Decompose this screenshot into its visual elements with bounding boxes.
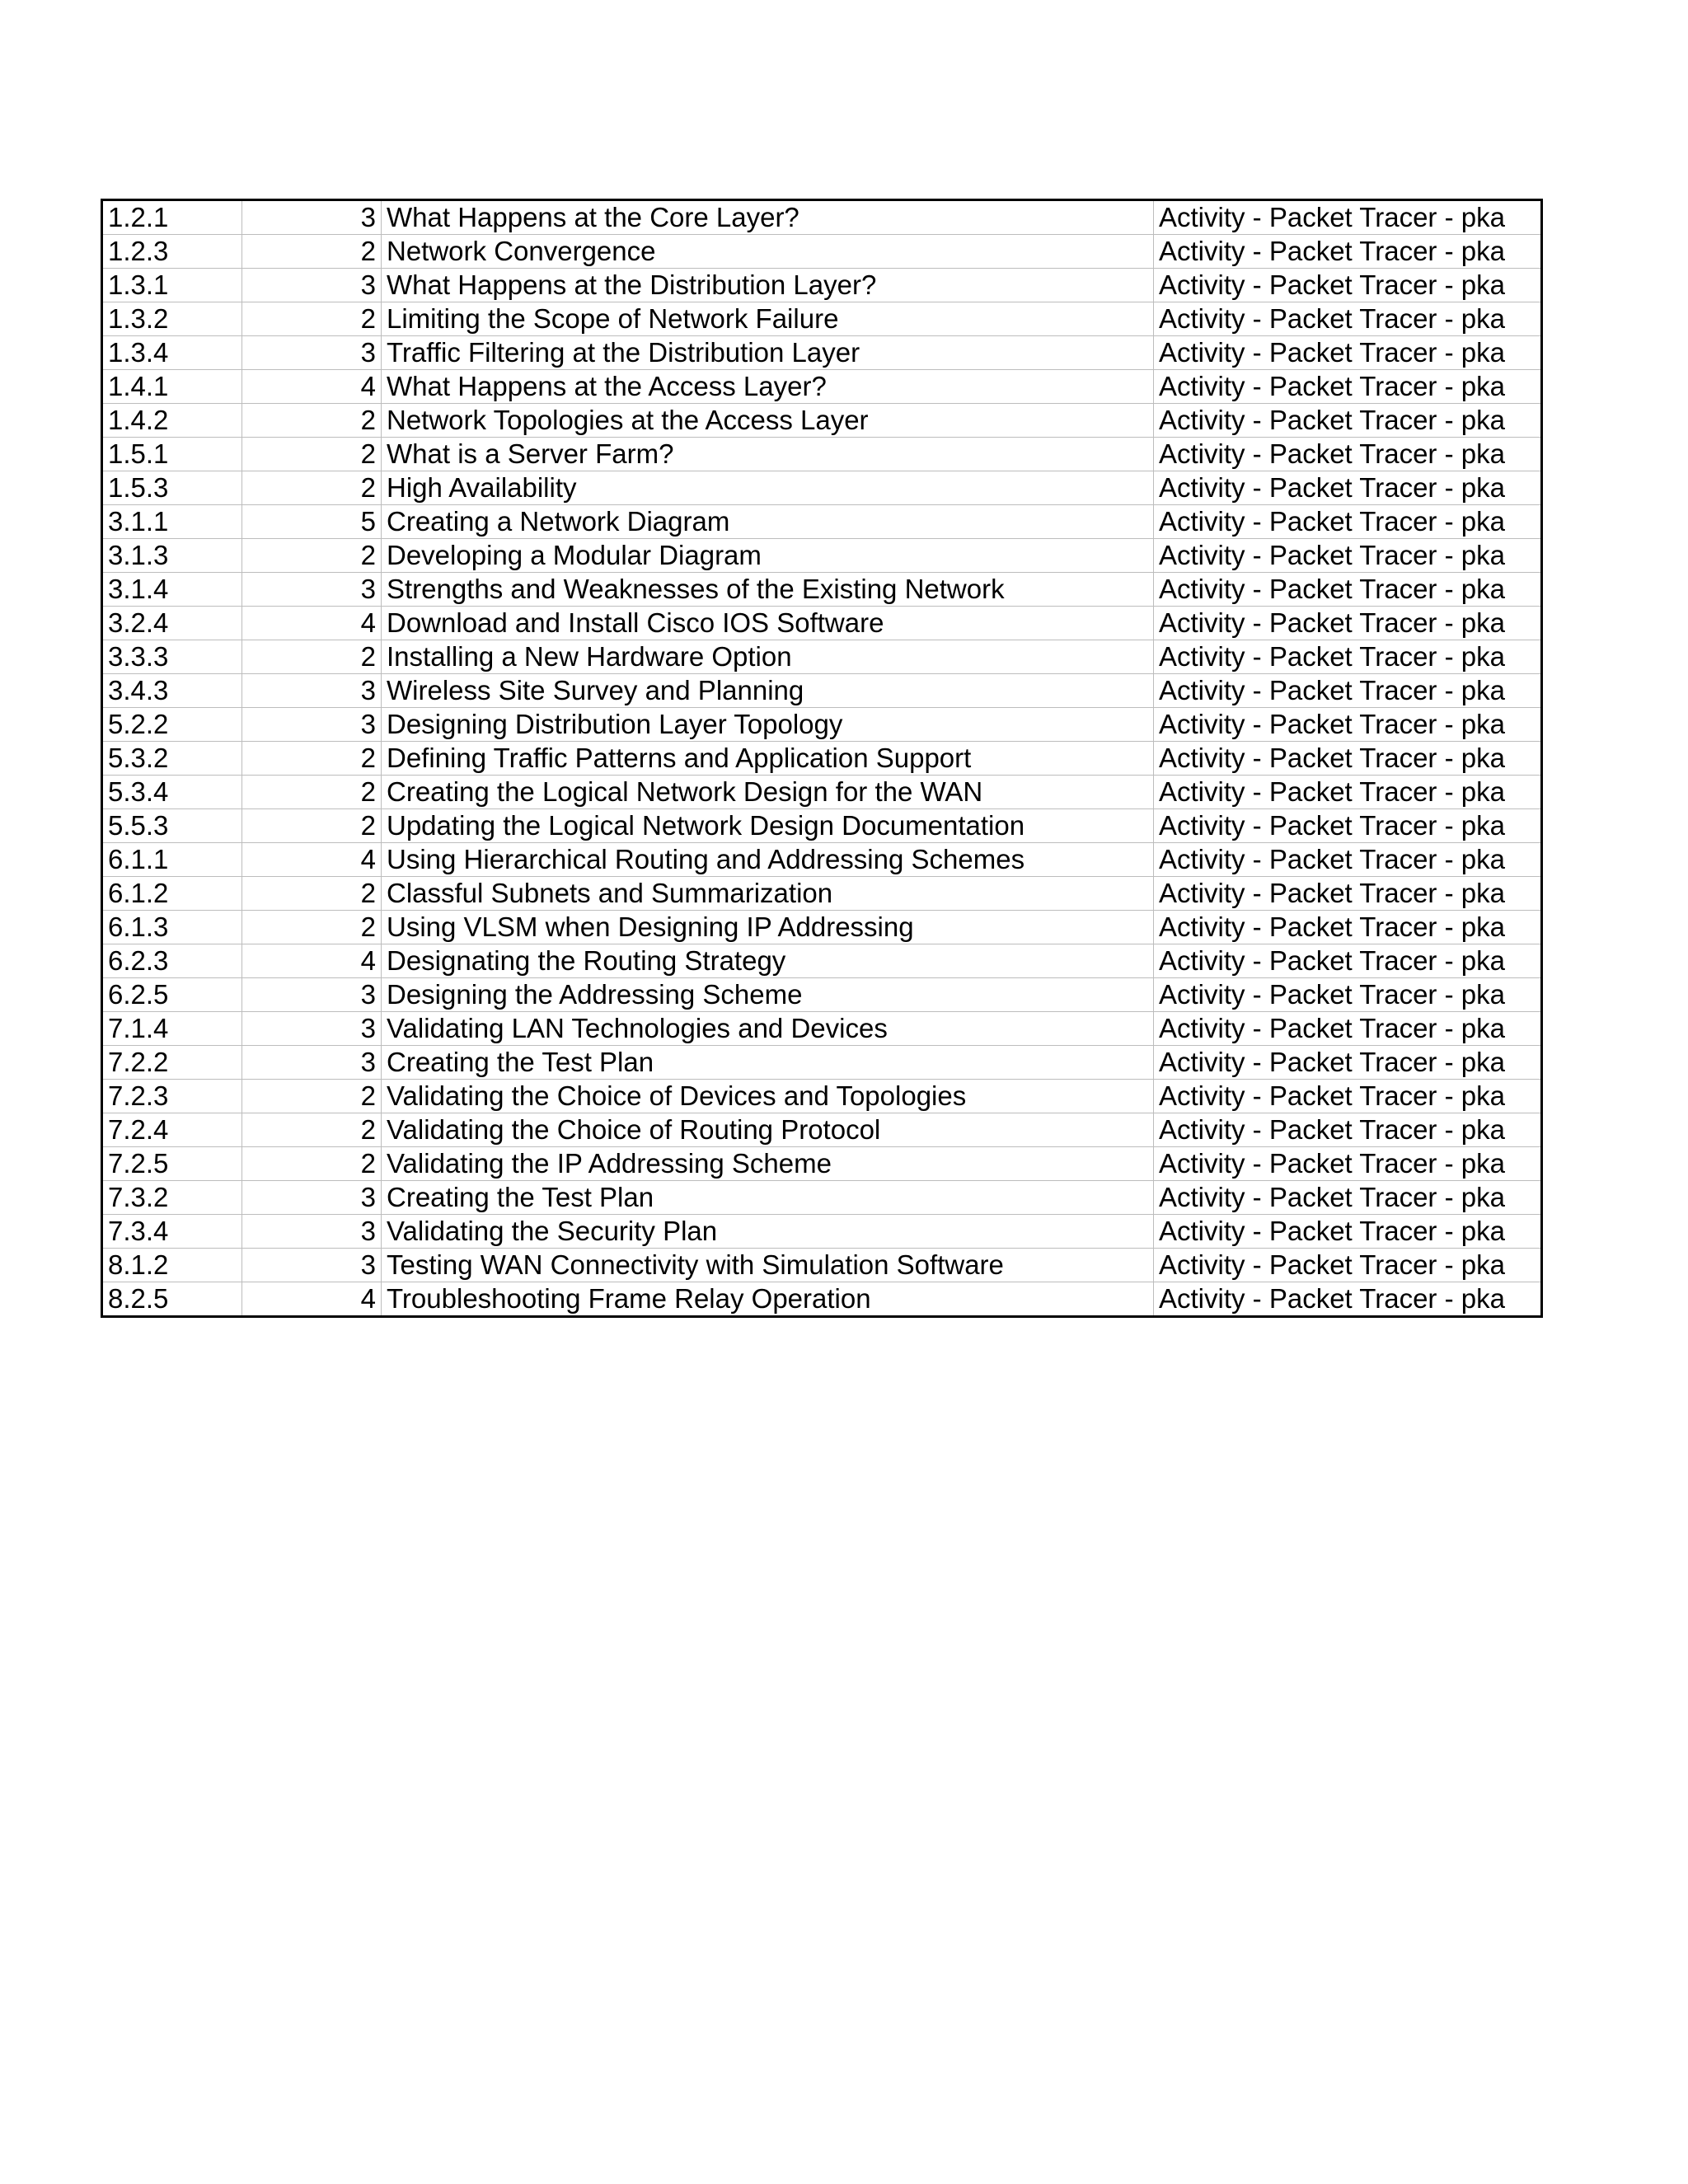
activity-id-cell: 6.1.1 xyxy=(102,843,242,877)
activity-id-cell: 1.5.3 xyxy=(102,471,242,505)
activity-count-cell: 3 xyxy=(242,336,382,370)
activity-type-cell: Activity - Packet Tracer - pka xyxy=(1154,370,1542,404)
activity-title-cell: Using VLSM when Designing IP Addressing xyxy=(382,911,1154,944)
activity-id-cell: 1.4.2 xyxy=(102,404,242,438)
activity-type-cell: Activity - Packet Tracer - pka xyxy=(1154,978,1542,1012)
activity-type-cell: Activity - Packet Tracer - pka xyxy=(1154,438,1542,471)
activity-title-cell: Network Topologies at the Access Layer xyxy=(382,404,1154,438)
activity-type-cell: Activity - Packet Tracer - pka xyxy=(1154,1147,1542,1181)
table-row xyxy=(102,1080,1542,1113)
table-row xyxy=(102,1147,1542,1181)
activity-id-cell: 6.2.3 xyxy=(102,944,242,978)
activity-title-cell: What Happens at the Core Layer? xyxy=(382,200,1154,235)
activity-type-cell: Activity - Packet Tracer - pka xyxy=(1154,877,1542,911)
activity-count-cell: 2 xyxy=(242,742,382,776)
table-row xyxy=(102,809,1542,843)
activity-title-cell: Limiting the Scope of Network Failure xyxy=(382,302,1154,336)
activity-title-cell: Designating the Routing Strategy xyxy=(382,944,1154,978)
activity-type-cell: Activity - Packet Tracer - pka xyxy=(1154,1249,1542,1282)
activity-title-cell: Strengths and Weaknesses of the Existing Network xyxy=(382,573,1154,607)
activity-id-cell: 1.2.1 xyxy=(102,200,242,235)
table-row xyxy=(102,877,1542,911)
activity-type-cell: Activity - Packet Tracer - pka xyxy=(1154,1080,1542,1113)
activity-count-cell: 2 xyxy=(242,539,382,573)
activity-table-body xyxy=(102,200,1542,1317)
activity-title-cell: Troubleshooting Frame Relay Operation xyxy=(382,1282,1154,1317)
activity-title-cell: Traffic Filtering at the Distribution Layer xyxy=(382,336,1154,370)
activity-count-cell: 3 xyxy=(242,1215,382,1249)
activity-title-cell: Validating the Security Plan xyxy=(382,1215,1154,1249)
activity-id-cell: 1.4.1 xyxy=(102,370,242,404)
activity-title-cell: Updating the Logical Network Design Documentation xyxy=(382,809,1154,843)
activity-type-cell: Activity - Packet Tracer - pka xyxy=(1154,302,1542,336)
activity-count-cell: 3 xyxy=(242,978,382,1012)
activity-id-cell: 5.2.2 xyxy=(102,708,242,742)
activity-type-cell: Activity - Packet Tracer - pka xyxy=(1154,1113,1542,1147)
activity-type-cell: Activity - Packet Tracer - pka xyxy=(1154,944,1542,978)
table-row xyxy=(102,1215,1542,1249)
activity-count-cell: 2 xyxy=(242,471,382,505)
activity-type-cell: Activity - Packet Tracer - pka xyxy=(1154,1181,1542,1215)
activity-type-cell: Activity - Packet Tracer - pka xyxy=(1154,640,1542,674)
table-row xyxy=(102,235,1542,269)
activity-type-cell: Activity - Packet Tracer - pka xyxy=(1154,539,1542,573)
activity-count-cell: 4 xyxy=(242,843,382,877)
activity-count-cell: 3 xyxy=(242,200,382,235)
activity-count-cell: 2 xyxy=(242,404,382,438)
activity-type-cell: Activity - Packet Tracer - pka xyxy=(1154,776,1542,809)
table-row xyxy=(102,1249,1542,1282)
activity-title-cell: Creating the Logical Network Design for the WAN xyxy=(382,776,1154,809)
activity-count-cell: 4 xyxy=(242,1282,382,1317)
activity-count-cell: 2 xyxy=(242,911,382,944)
activity-id-cell: 7.3.4 xyxy=(102,1215,242,1249)
table-row xyxy=(102,1282,1542,1317)
activity-id-cell: 7.2.4 xyxy=(102,1113,242,1147)
activity-count-cell: 2 xyxy=(242,640,382,674)
activity-id-cell: 1.3.4 xyxy=(102,336,242,370)
activity-id-cell: 7.2.2 xyxy=(102,1046,242,1080)
table-row xyxy=(102,742,1542,776)
table-row xyxy=(102,370,1542,404)
table-row xyxy=(102,1181,1542,1215)
activity-title-cell: Validating the IP Addressing Scheme xyxy=(382,1147,1154,1181)
table-row xyxy=(102,269,1542,302)
activity-title-cell: Testing WAN Connectivity with Simulation Software xyxy=(382,1249,1154,1282)
activity-id-cell: 6.1.2 xyxy=(102,877,242,911)
activity-type-cell: Activity - Packet Tracer - pka xyxy=(1154,809,1542,843)
table-row xyxy=(102,911,1542,944)
activity-count-cell: 4 xyxy=(242,944,382,978)
activity-id-cell: 7.2.3 xyxy=(102,1080,242,1113)
activity-title-cell: Using Hierarchical Routing and Addressing Schemes xyxy=(382,843,1154,877)
activity-count-cell: 2 xyxy=(242,877,382,911)
activity-id-cell: 1.3.1 xyxy=(102,269,242,302)
activity-count-cell: 2 xyxy=(242,438,382,471)
activity-type-cell: Activity - Packet Tracer - pka xyxy=(1154,911,1542,944)
activity-count-cell: 3 xyxy=(242,1046,382,1080)
activity-type-cell: Activity - Packet Tracer - pka xyxy=(1154,742,1542,776)
activity-title-cell: Validating the Choice of Devices and Topologies xyxy=(382,1080,1154,1113)
activity-count-cell: 2 xyxy=(242,235,382,269)
activity-title-cell: Creating a Network Diagram xyxy=(382,505,1154,539)
activity-id-cell: 1.3.2 xyxy=(102,302,242,336)
activity-type-cell: Activity - Packet Tracer - pka xyxy=(1154,573,1542,607)
table-row xyxy=(102,302,1542,336)
activity-table xyxy=(101,199,1543,1318)
activity-id-cell: 7.1.4 xyxy=(102,1012,242,1046)
activity-count-cell: 3 xyxy=(242,269,382,302)
activity-title-cell: Designing the Addressing Scheme xyxy=(382,978,1154,1012)
activity-id-cell: 3.3.3 xyxy=(102,640,242,674)
activity-type-cell: Activity - Packet Tracer - pka xyxy=(1154,269,1542,302)
activity-title-cell: What is a Server Farm? xyxy=(382,438,1154,471)
activity-id-cell: 3.4.3 xyxy=(102,674,242,708)
activity-id-cell: 5.3.4 xyxy=(102,776,242,809)
activity-title-cell: Download and Install Cisco IOS Software xyxy=(382,607,1154,640)
activity-title-cell: Validating LAN Technologies and Devices xyxy=(382,1012,1154,1046)
activity-id-cell: 1.5.1 xyxy=(102,438,242,471)
activity-count-cell: 2 xyxy=(242,302,382,336)
activity-id-cell: 6.2.5 xyxy=(102,978,242,1012)
activity-id-cell: 6.1.3 xyxy=(102,911,242,944)
activity-count-cell: 3 xyxy=(242,1249,382,1282)
table-row xyxy=(102,607,1542,640)
activity-id-cell: 5.5.3 xyxy=(102,809,242,843)
table-row xyxy=(102,1113,1542,1147)
activity-type-cell: Activity - Packet Tracer - pka xyxy=(1154,843,1542,877)
table-row xyxy=(102,573,1542,607)
activity-id-cell: 7.2.5 xyxy=(102,1147,242,1181)
activity-type-cell: Activity - Packet Tracer - pka xyxy=(1154,1282,1542,1317)
activity-title-cell: Defining Traffic Patterns and Application Support xyxy=(382,742,1154,776)
table-row xyxy=(102,200,1542,235)
table-row xyxy=(102,978,1542,1012)
activity-id-cell: 8.2.5 xyxy=(102,1282,242,1317)
activity-type-cell: Activity - Packet Tracer - pka xyxy=(1154,505,1542,539)
table-row xyxy=(102,1012,1542,1046)
activity-type-cell: Activity - Packet Tracer - pka xyxy=(1154,674,1542,708)
activity-type-cell: Activity - Packet Tracer - pka xyxy=(1154,404,1542,438)
table-row xyxy=(102,505,1542,539)
activity-title-cell: Creating the Test Plan xyxy=(382,1046,1154,1080)
activity-id-cell: 3.1.1 xyxy=(102,505,242,539)
table-row xyxy=(102,438,1542,471)
activity-id-cell: 3.1.4 xyxy=(102,573,242,607)
table-row xyxy=(102,674,1542,708)
activity-type-cell: Activity - Packet Tracer - pka xyxy=(1154,1046,1542,1080)
activity-count-cell: 3 xyxy=(242,1181,382,1215)
table-row xyxy=(102,944,1542,978)
activity-title-cell: What Happens at the Access Layer? xyxy=(382,370,1154,404)
activity-title-cell: Creating the Test Plan xyxy=(382,1181,1154,1215)
table-row xyxy=(102,539,1542,573)
activity-title-cell: Designing Distribution Layer Topology xyxy=(382,708,1154,742)
activity-type-cell: Activity - Packet Tracer - pka xyxy=(1154,471,1542,505)
activity-type-cell: Activity - Packet Tracer - pka xyxy=(1154,336,1542,370)
activity-type-cell: Activity - Packet Tracer - pka xyxy=(1154,235,1542,269)
activity-count-cell: 2 xyxy=(242,776,382,809)
activity-title-cell: Developing a Modular Diagram xyxy=(382,539,1154,573)
activity-title-cell: Installing a New Hardware Option xyxy=(382,640,1154,674)
activity-title-cell: Network Convergence xyxy=(382,235,1154,269)
activity-count-cell: 3 xyxy=(242,674,382,708)
table-row xyxy=(102,336,1542,370)
table-row xyxy=(102,843,1542,877)
activity-count-cell: 4 xyxy=(242,370,382,404)
table-row xyxy=(102,404,1542,438)
activity-count-cell: 4 xyxy=(242,607,382,640)
table-row xyxy=(102,708,1542,742)
activity-count-cell: 3 xyxy=(242,1012,382,1046)
table-row xyxy=(102,471,1542,505)
activity-title-cell: Classful Subnets and Summarization xyxy=(382,877,1154,911)
activity-id-cell: 5.3.2 xyxy=(102,742,242,776)
table-row xyxy=(102,1046,1542,1080)
activity-count-cell: 3 xyxy=(242,708,382,742)
activity-title-cell: Wireless Site Survey and Planning xyxy=(382,674,1154,708)
activity-title-cell: What Happens at the Distribution Layer? xyxy=(382,269,1154,302)
activity-type-cell: Activity - Packet Tracer - pka xyxy=(1154,1012,1542,1046)
activity-count-cell: 2 xyxy=(242,809,382,843)
activity-count-cell: 2 xyxy=(242,1113,382,1147)
activity-id-cell: 1.2.3 xyxy=(102,235,242,269)
activity-id-cell: 8.1.2 xyxy=(102,1249,242,1282)
table-row xyxy=(102,640,1542,674)
activity-count-cell: 2 xyxy=(242,1080,382,1113)
activity-type-cell: Activity - Packet Tracer - pka xyxy=(1154,1215,1542,1249)
activity-id-cell: 3.1.3 xyxy=(102,539,242,573)
activity-type-cell: Activity - Packet Tracer - pka xyxy=(1154,200,1542,235)
activity-title-cell: High Availability xyxy=(382,471,1154,505)
activity-type-cell: Activity - Packet Tracer - pka xyxy=(1154,607,1542,640)
activity-id-cell: 7.3.2 xyxy=(102,1181,242,1215)
activity-count-cell: 2 xyxy=(242,1147,382,1181)
activity-count-cell: 5 xyxy=(242,505,382,539)
table-row xyxy=(102,776,1542,809)
activity-id-cell: 3.2.4 xyxy=(102,607,242,640)
activity-count-cell: 3 xyxy=(242,573,382,607)
activity-type-cell: Activity - Packet Tracer - pka xyxy=(1154,708,1542,742)
activity-title-cell: Validating the Choice of Routing Protocol xyxy=(382,1113,1154,1147)
